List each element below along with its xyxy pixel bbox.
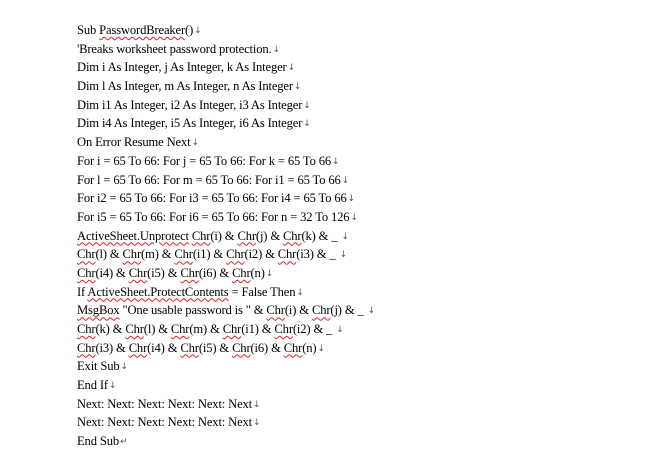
code-line[interactable] [77, 40, 637, 59]
code-text: (i1) & [192, 247, 227, 262]
manual-line-break-icon: ↓ [339, 250, 347, 261]
spellcheck-flagged-word: Chr [266, 303, 285, 318]
code-text: (i2) & [244, 247, 278, 262]
code-text: Next: Next: Next: Next: Next: Next [77, 396, 253, 411]
code-line[interactable] [77, 171, 637, 190]
code-text: (n) [250, 265, 265, 280]
manual-line-break-icon: ↓ [350, 212, 358, 223]
spellcheck-flagged-word: Chr [174, 247, 193, 262]
code-text: (l) & [95, 247, 123, 262]
code-text: For i5 = 65 To 66: For i6 = 65 To 66: For n = 32 To 126 [77, 209, 350, 224]
spellcheck-flagged-word: Chr [128, 340, 148, 355]
code-text: For i2 = 65 To 66: For i3 = 65 To 66: For i4 = 65 To 66 [77, 191, 347, 206]
spellcheck-flagged-word: Chr [125, 322, 144, 336]
manual-line-break-icon: ↓ [191, 138, 199, 149]
code-text: (k) & _ [301, 228, 341, 243]
spellcheck-flagged-word: Chr [283, 340, 303, 355]
paragraph-return-icon: ↵ [119, 437, 128, 448]
manual-line-break-icon: ↓ [332, 156, 340, 167]
code-line[interactable] [77, 58, 637, 77]
vba-code-block[interactable] [77, 21, 637, 451]
manual-line-break-icon: ↓ [108, 381, 117, 392]
code-text: (i4) & [95, 265, 129, 280]
manual-line-break-icon: ↓ [120, 362, 128, 373]
spellcheck-flagged-word: Chr [180, 340, 199, 355]
code-line[interactable] [77, 339, 637, 358]
spellcheck-flagged-word: Chr [170, 322, 190, 336]
code-text: (j) & _ [330, 303, 367, 318]
manual-line-break-icon: ↓ [272, 44, 280, 55]
code-text: (i) & [284, 303, 312, 318]
code-text: Dim i As Integer, j As Integer, k As Integer [77, 60, 287, 75]
code-line[interactable] [77, 21, 637, 40]
code-text: Dim i4 As Integer, i5 As Integer, i6 As Integer [77, 116, 303, 131]
manual-line-break-icon: ↓ [341, 231, 349, 242]
code-text: For i = 65 To 66: For j = 65 To 66: For k = 65 To 66 [77, 153, 332, 168]
code-line[interactable] [77, 133, 637, 152]
code-text: Next: Next: Next: Next: Next: Next [77, 415, 253, 430]
code-line[interactable] [77, 320, 637, 339]
manual-line-break-icon: ↓ [253, 399, 261, 410]
spellcheck-flagged-word: Chr [77, 322, 96, 336]
code-text: (i3) & _ [296, 247, 339, 262]
manual-line-break-icon: ↓ [265, 268, 274, 279]
spellcheck-flagged-word: PasswordBreaker [99, 23, 186, 37]
spellcheck-flagged-word: Chr [237, 228, 256, 243]
code-line[interactable] [77, 227, 637, 246]
code-text: (i2) & _ [292, 322, 336, 336]
code-line[interactable] [77, 189, 637, 208]
manual-line-break-icon: ↓ [287, 63, 295, 74]
code-text: "One usable password is " & [119, 303, 267, 318]
code-text: (m) & [141, 247, 175, 262]
manual-line-break-icon: ↓ [341, 175, 350, 186]
code-text: (n) [302, 340, 317, 355]
code-text: Dim i1 As Integer, i2 As Integer, i3 As Integer [77, 97, 303, 112]
spellcheck-flagged-word: Chr [311, 303, 331, 318]
spellcheck-flagged-word: Chr [232, 340, 251, 355]
manual-line-break-icon: ↓ [317, 343, 325, 354]
code-line[interactable] [77, 432, 637, 451]
code-line[interactable] [77, 114, 637, 133]
code-text: (k) & [95, 322, 126, 336]
code-line[interactable] [77, 96, 637, 115]
code-text: Dim l As Integer, m As Integer, n As Integer [77, 79, 293, 94]
code-text: (l) & [143, 322, 171, 336]
manual-line-break-icon: ↓ [347, 194, 356, 205]
spellcheck-flagged-word: Chr [77, 247, 96, 262]
spellcheck-flagged-word: Chr [232, 265, 251, 280]
code-text: If [77, 284, 88, 299]
spellcheck-flagged-word: Chr [128, 265, 148, 280]
code-text: For l = 65 To 66: For m = 65 To 66: For i1 = 65 To 66 [77, 172, 341, 187]
manual-line-break-icon: ↓ [303, 100, 311, 111]
code-text: End If [77, 378, 108, 393]
spellcheck-flagged-word: ActiveSheet.Unprotect [77, 228, 189, 243]
spellcheck-flagged-word: Chr [277, 247, 297, 262]
spellcheck-flagged-word: Chr [122, 247, 141, 262]
code-text: (i1) & [241, 322, 275, 336]
code-line[interactable] [77, 413, 637, 432]
code-text: (i) & [210, 228, 238, 243]
code-line[interactable] [77, 264, 637, 283]
code-text: Exit Sub [77, 359, 120, 374]
code-text: (i5) & [198, 340, 233, 355]
code-line[interactable] [77, 376, 637, 395]
code-text: (i6) & [250, 340, 284, 355]
manual-line-break-icon: ↓ [296, 287, 304, 298]
code-text: End Sub [77, 434, 119, 449]
code-text: () [185, 23, 194, 37]
code-text: (j) & [255, 228, 283, 243]
manual-line-break-icon: ↓ [293, 82, 302, 93]
code-line[interactable] [77, 208, 637, 227]
spellcheck-flagged-word: MsgBox [77, 303, 120, 318]
spellcheck-flagged-word: Chr [226, 247, 245, 262]
code-line[interactable] [77, 245, 637, 264]
code-line[interactable] [77, 283, 637, 302]
spellcheck-flagged-word: Chr [191, 228, 211, 243]
code-text: = False Then [228, 284, 296, 299]
code-text: (i4) & [147, 340, 181, 355]
code-line[interactable] [77, 357, 637, 376]
code-text: (i3) & [95, 340, 129, 355]
spellcheck-flagged-word: Chr [180, 265, 199, 280]
code-text: On Error Resume Next [77, 135, 191, 150]
code-line[interactable] [77, 301, 637, 320]
code-text: (m) & [189, 322, 223, 336]
manual-line-break-icon: ↓ [303, 119, 311, 130]
code-text: (i5) & [147, 265, 181, 280]
code-line[interactable] [77, 152, 637, 171]
spellcheck-flagged-word: Chr [283, 228, 302, 243]
spellcheck-flagged-word: Chr [274, 322, 293, 336]
manual-line-break-icon: ↓ [367, 306, 376, 317]
spellcheck-flagged-word: Chr [77, 340, 96, 355]
spellcheck-flagged-word: ActiveSheet.ProtectContents [87, 284, 229, 299]
manual-line-break-icon: ↓ [194, 26, 202, 36]
code-text: Sub [77, 23, 100, 37]
manual-line-break-icon: ↓ [253, 418, 261, 429]
code-text: 'Breaks worksheet password protection. [77, 41, 272, 56]
spellcheck-flagged-word: Chr [222, 322, 242, 336]
code-line[interactable] [77, 395, 637, 414]
spellcheck-flagged-word: Chr [77, 265, 96, 280]
code-line[interactable] [77, 77, 637, 96]
manual-line-break-icon: ↓ [336, 325, 344, 335]
code-text: (i6) & [198, 265, 233, 280]
